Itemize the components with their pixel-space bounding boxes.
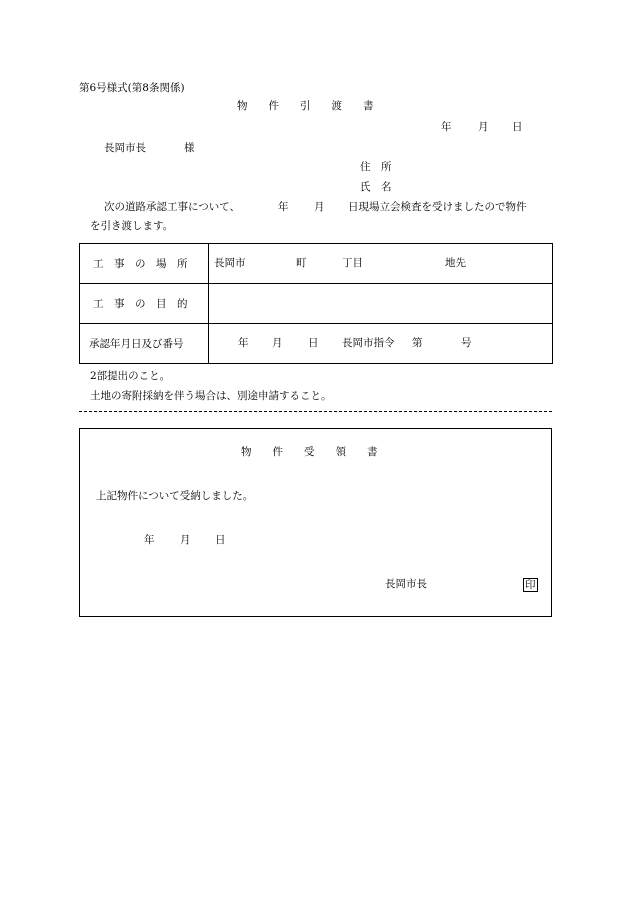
date-day: 日 (512, 121, 523, 133)
row-label-purpose: 工 事 の 目 的 (80, 284, 209, 324)
approval-dai: 第 (412, 337, 423, 349)
receipt-date-month: 月 (180, 534, 191, 546)
approval-year: 年 (238, 337, 249, 349)
seal-label: 印 (525, 579, 536, 591)
form-number: 第6号様式(第8条関係) (79, 82, 185, 94)
receipt-date-day: 日 (215, 534, 226, 546)
row-value-approval (209, 324, 553, 364)
row-label-approval: 承認年月日及び番号 (80, 324, 209, 364)
location-chome: 丁目 (342, 257, 363, 269)
body-line1-month: 月 (314, 201, 325, 213)
seal-mark (523, 578, 538, 592)
document-title: 物 件 引 渡 書 (237, 100, 374, 112)
receipt-text: 上記物件について受納しました。 (96, 490, 254, 502)
address-label: 住 所 (360, 161, 392, 173)
body-line1-a: 次の道路承認工事について、 (104, 201, 241, 213)
receipt-date-year: 年 (144, 534, 155, 546)
table-row (80, 284, 553, 324)
note-1: 2部提出のこと。 (90, 370, 171, 382)
info-table (79, 243, 553, 364)
approval-month: 月 (272, 337, 283, 349)
addressee-name: 長岡市長 (104, 142, 146, 154)
approval-day: 日 (308, 337, 319, 349)
row-label-location: 工 事 の 場 所 (80, 244, 209, 284)
date-month: 月 (478, 121, 489, 133)
name-label: 氏 名 (360, 181, 392, 193)
approval-go: 号 (461, 337, 472, 349)
addressee-honorific: 様 (184, 142, 195, 154)
receipt-box (79, 428, 552, 617)
location-town: 町 (296, 257, 307, 269)
body-line1-b: 日現場立会検査を受けましたので物件 (348, 201, 527, 213)
body-line1-year: 年 (278, 201, 289, 213)
note-2: 土地の寄附採納を伴う場合は、別途申請すること。 (90, 390, 332, 402)
row-value-purpose (209, 284, 553, 324)
row-value-location (209, 244, 553, 284)
table-row (80, 244, 553, 284)
approval-directive: 長岡市指令 (342, 337, 395, 349)
location-city: 長岡市 (214, 257, 246, 269)
date-year: 年 (441, 121, 452, 133)
receipt-title: 物 件 受 領 書 (241, 446, 378, 458)
receipt-signatory: 長岡市長 (385, 578, 427, 590)
body-line2: を引き渡します。 (90, 220, 174, 232)
location-chisaki: 地先 (445, 257, 466, 269)
table-row (80, 324, 553, 364)
cut-line (79, 411, 552, 412)
